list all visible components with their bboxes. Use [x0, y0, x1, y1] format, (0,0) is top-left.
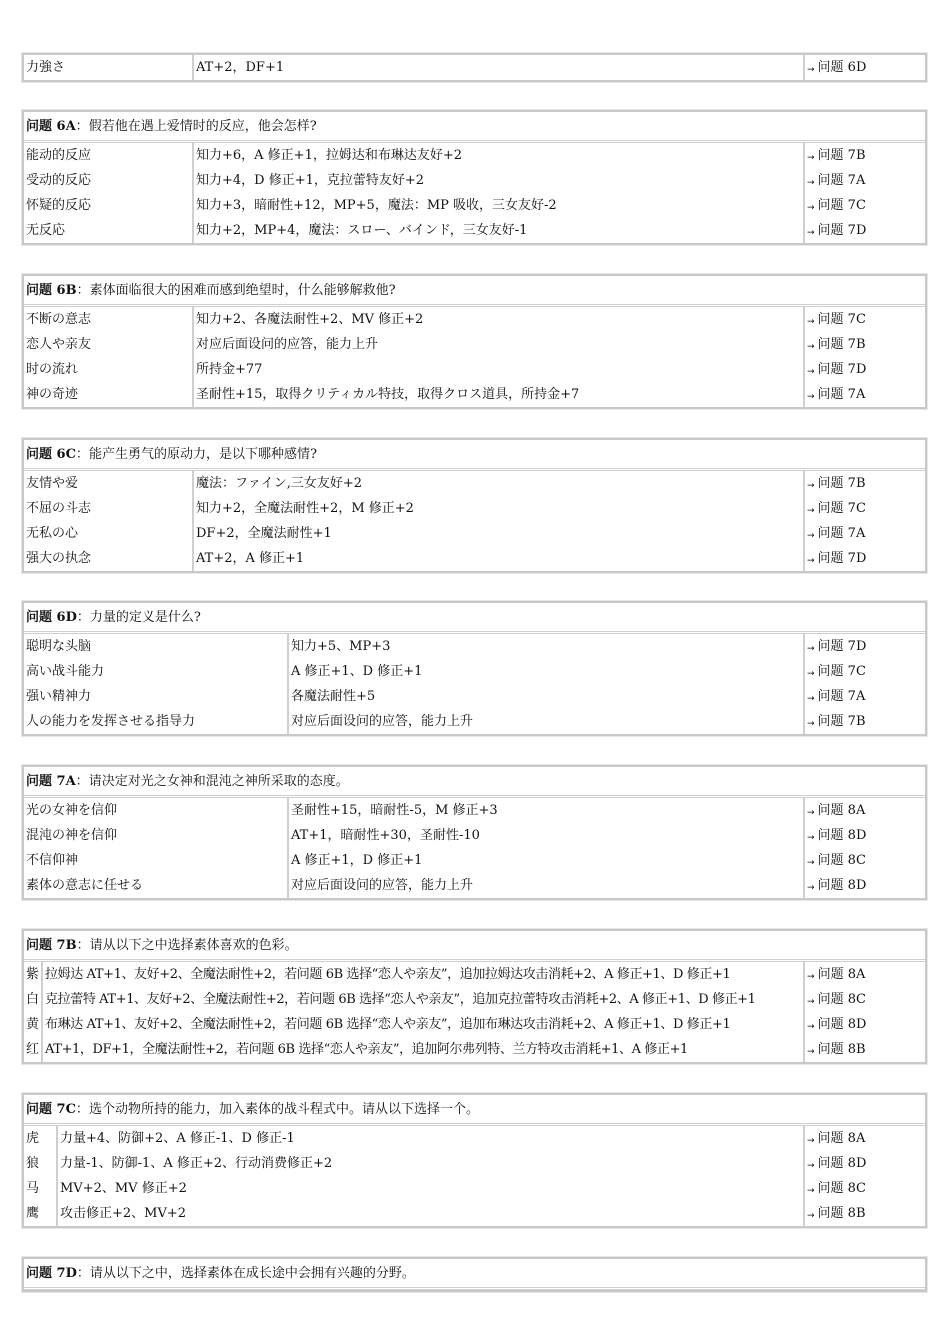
arrow-right-icon: → [807, 857, 815, 868]
next-question-cell: → 问题 8A [807, 1130, 866, 1146]
effect-cell: 攻击修正+2、MV+2 [57, 1201, 804, 1226]
next-question-cell: → 问题 8D [807, 1155, 867, 1171]
arrow-right-icon: → [807, 177, 815, 188]
choice-cell: 时の流れ [24, 357, 193, 382]
next-question-cell: → 问题 8A [807, 802, 866, 818]
effect-cell: 圣耐性+15，取得クリティカル特技，取得クロス道具，所持金+7 [193, 382, 804, 407]
effect-cell: AT+2，DF+1 [193, 55, 804, 80]
effect-cell: 拉姆达 AT+1、友好+2、全魔法耐性+2，若问题 6B 选择“恋人や亲友”，追加拉姆达攻击消耗+2、A 修正+1、D 修正+1 [42, 961, 804, 988]
effect-cell: 克拉蕾特 AT+1、友好+2、全魔法耐性+2，若问题 6B 选择“恋人や亲友”，追加克拉蕾特攻击消耗+2、A 修正+1、D 修正+1 [42, 987, 804, 1012]
table-row [24, 1151, 925, 1176]
effect-cell: 对应后面设问的应答，能力上升 [288, 709, 804, 734]
question-label: 问题 7A [26, 773, 76, 789]
effect-cell: 对应后面设问的应答，能力上升 [288, 873, 804, 898]
table-row [24, 470, 925, 497]
table-row [24, 1201, 925, 1226]
next-question-cell: → 问题 8D [807, 1016, 867, 1032]
effect-cell: DF+2，全魔法耐性+1 [193, 521, 804, 546]
choice-cell: 无私の心 [24, 521, 193, 546]
next-question-cell: → 问题 8B [807, 1041, 866, 1057]
table-row [24, 496, 925, 521]
table-row [24, 823, 925, 848]
table-row [24, 357, 925, 382]
table-row [24, 218, 925, 243]
arrow-right-icon: → [807, 480, 815, 491]
question-section [22, 929, 927, 1064]
question-section [22, 765, 927, 900]
question-header [24, 440, 925, 470]
choice-cell: 素体の意志に任せる [24, 873, 288, 898]
top-fragment-table [22, 53, 927, 82]
choice-cell: 怀疑的反応 [24, 193, 193, 218]
question-section [22, 438, 927, 573]
table-row [24, 709, 925, 734]
arrow-right-icon: → [807, 668, 815, 679]
next-question-cell: → 问题 8D [807, 877, 867, 893]
question-colon: ： [75, 446, 89, 462]
question-colon: ： [75, 773, 89, 789]
effect-cell: AT+1，DF+1，全魔法耐性+2，若问题 6B 选择“恋人や亲友”，追加阿尔弗列特、兰方特攻击消耗+1、A 修正+1 [42, 1037, 804, 1062]
choice-cell: 受动的反応 [24, 168, 193, 193]
choice-cell: 人の能力を发挥させる指导力 [24, 709, 288, 734]
next-question-cell: → 问题 7D [807, 638, 867, 654]
arrow-right-icon: → [807, 391, 815, 402]
choice-cell: 无反応 [24, 218, 193, 243]
question-text: 请从以下之中，选择素体在成长途中会拥有兴趣的分野。 [89, 1265, 415, 1281]
question-header [24, 276, 925, 306]
question-text: 素体面临很大的困难而感到绝望时，什么能够解救他? [89, 282, 396, 298]
effect-cell: AT+1，暗耐性+30，圣耐性-10 [288, 823, 804, 848]
choice-cell: 狼 [24, 1151, 57, 1176]
choice-cell: 不断の意志 [24, 306, 193, 333]
arrow-right-icon: → [807, 807, 815, 818]
choice-cell: 不信仰神 [24, 848, 288, 873]
arrow-right-icon: → [807, 1046, 815, 1057]
question-text: 请从以下之中选择素体喜欢的色彩。 [89, 937, 298, 953]
table-row [24, 684, 925, 709]
question-header [24, 931, 925, 961]
arrow-right-icon: → [807, 316, 815, 327]
arrow-right-icon: → [807, 996, 815, 1007]
next-question-cell: → 问题 7C [807, 500, 866, 516]
next-question-cell: → 问题 7A [807, 172, 866, 188]
choice-cell: 马 [24, 1176, 57, 1201]
arrow-right-icon: → [807, 1160, 815, 1171]
question-label: 问题 6D [26, 609, 77, 625]
choice-cell: 混沌の神を信仰 [24, 823, 288, 848]
arrow-right-icon: → [807, 643, 815, 654]
arrow-right-icon: → [807, 1210, 815, 1221]
table-row [24, 961, 925, 988]
table-row [24, 546, 925, 571]
table-row [24, 55, 925, 80]
table-row [24, 659, 925, 684]
arrow-right-icon: → [807, 530, 815, 541]
question-section [22, 1093, 927, 1228]
arrow-right-icon: → [807, 1185, 815, 1196]
choice-cell: 虎 [24, 1125, 57, 1152]
effect-cell: 力量-1、防御-1、A 修正+2、行动消费修正+2 [57, 1151, 804, 1176]
next-question-cell: → 问题 7A [807, 386, 866, 402]
choice-cell: 强大の执念 [24, 546, 193, 571]
next-question-cell: → 问题 7C [807, 663, 866, 679]
table-row [24, 168, 925, 193]
choice-cell: 聪明な头脑 [24, 633, 288, 660]
effect-cell: 各魔法耐性+5 [288, 684, 804, 709]
table-row [24, 1125, 925, 1152]
question-header [24, 1095, 925, 1125]
question-section [22, 1257, 927, 1292]
arrow-right-icon: → [807, 505, 815, 516]
arrow-right-icon: → [807, 882, 815, 893]
choice-cell: 神の奇迹 [24, 382, 193, 407]
next-question-cell: → 问题 7B [807, 475, 866, 491]
effect-cell: 知力+3，暗耐性+12，MP+5，魔法：MP 吸收，三女友好-2 [193, 193, 804, 218]
table-row [24, 306, 925, 333]
effect-cell: AT+2，A 修正+1 [193, 546, 804, 571]
table-row [24, 797, 925, 824]
question-header [24, 112, 925, 142]
question-text: 能产生勇气的原动力，是以下哪种感情? [88, 446, 317, 462]
question-header [24, 767, 925, 797]
choice-cell: 红 [24, 1037, 42, 1062]
next-question-cell: → 问题 8A [807, 966, 866, 982]
next-question-cell: → 问题 7B [807, 147, 866, 163]
table-row [24, 1037, 925, 1062]
question-label: 问题 7C [26, 1101, 76, 1117]
effect-cell: 力量+4、防御+2、A 修正-1、D 修正-1 [57, 1125, 804, 1152]
question-colon: ： [76, 1265, 90, 1281]
arrow-right-icon: → [807, 227, 815, 238]
next-question-cell: → 问题 6D [807, 59, 867, 75]
table-row [24, 873, 925, 898]
arrow-right-icon: → [807, 152, 815, 163]
choice-cell: 强い精神力 [24, 684, 288, 709]
choice-cell: 白 [24, 987, 42, 1012]
effect-cell: A 修正+1、D 修正+1 [288, 659, 804, 684]
next-question-cell: → 问题 8B [807, 1205, 866, 1221]
next-question-cell: → 问题 7C [807, 311, 866, 327]
question-section [22, 601, 927, 736]
choice-cell: 高い战斗能力 [24, 659, 288, 684]
question-label: 问题 6A [26, 118, 76, 134]
choice-cell: 能动的反应 [24, 142, 193, 169]
table-row [24, 142, 925, 169]
choice-cell: 光の女神を信仰 [24, 797, 288, 824]
effect-cell: 知力+2，全魔法耐性+2，M 修正+2 [193, 496, 804, 521]
choice-cell: 鹰 [24, 1201, 57, 1226]
arrow-right-icon: → [807, 718, 815, 729]
effect-cell: 知力+2、各魔法耐性+2、MV 修正+2 [193, 306, 804, 333]
question-label: 问题 7D [26, 1265, 77, 1281]
effect-cell: 知力+4，D 修正+1，克拉蕾特友好+2 [193, 168, 804, 193]
question-section [22, 274, 927, 409]
next-question-cell: → 问题 8C [807, 991, 866, 1007]
next-question-cell: → 问题 7D [807, 222, 867, 238]
arrow-right-icon: → [807, 555, 815, 566]
arrow-right-icon: → [807, 1135, 815, 1146]
next-question-cell: → 问题 7D [807, 550, 867, 566]
next-question-cell: → 问题 8D [807, 827, 867, 843]
effect-cell: 圣耐性+15，暗耐性-5，M 修正+3 [288, 797, 804, 824]
choice-cell: 黄 [24, 1012, 42, 1037]
arrow-right-icon: → [807, 693, 815, 704]
question-colon: ： [75, 1101, 89, 1117]
question-text: 假若他在遇上爱情时的反应，他会怎样? [88, 118, 317, 134]
question-label: 问题 6C [26, 446, 76, 462]
arrow-right-icon: → [807, 971, 815, 982]
effect-cell: 魔法：ファイン,三女友好+2 [193, 470, 804, 497]
table-row [24, 1012, 925, 1037]
question-colon: ： [76, 937, 90, 953]
next-question-cell: → 问题 7A [807, 688, 866, 704]
question-section [22, 110, 927, 245]
question-header [24, 603, 925, 633]
effect-cell: 对应后面设问的应答，能力上升 [193, 332, 804, 357]
effect-cell: 布琳达 AT+1、友好+2、全魔法耐性+2，若问题 6B 选择“恋人や亲友”，追加布琳达攻击消耗+2、A 修正+1、D 修正+1 [42, 1012, 804, 1037]
table-row [24, 332, 925, 357]
table-row [24, 382, 925, 407]
question-colon: ： [76, 609, 90, 625]
next-question-cell: → 问题 7B [807, 336, 866, 352]
arrow-right-icon: → [807, 341, 815, 352]
table-row [24, 987, 925, 1012]
choice-cell: 不屈の斗志 [24, 496, 193, 521]
choice-cell: 紫 [24, 961, 42, 988]
table-row [24, 1176, 925, 1201]
effect-cell: 知力+6，A 修正+1，拉姆达和布琳达友好+2 [193, 142, 804, 169]
question-colon: ： [76, 282, 90, 298]
next-question-cell: → 问题 7A [807, 525, 866, 541]
table-row [24, 521, 925, 546]
choice-cell: 恋人や亲友 [24, 332, 193, 357]
next-question-cell: → 问题 8C [807, 852, 866, 868]
table-row [24, 633, 925, 660]
next-question-cell: → 问题 8C [807, 1180, 866, 1196]
arrow-right-icon: → [807, 832, 815, 843]
question-label: 问题 7B [26, 937, 77, 953]
next-question-cell: → 问题 7D [807, 361, 867, 377]
table-row [24, 193, 925, 218]
question-text: 选个动物所持的能力，加入素体的战斗程式中。请从以下选择一个。 [88, 1101, 479, 1117]
next-question-cell: → 问题 7C [807, 197, 866, 213]
effect-cell: A 修正+1，D 修正+1 [288, 848, 804, 873]
next-question-cell: → 问题 7B [807, 713, 866, 729]
question-text: 请决定对光之女神和混沌之神所采取的态度。 [88, 773, 349, 789]
question-label: 问题 6B [26, 282, 77, 298]
arrow-right-icon: → [807, 64, 815, 75]
arrow-right-icon: → [807, 202, 815, 213]
question-colon: ： [75, 118, 89, 134]
arrow-right-icon: → [807, 1021, 815, 1032]
table-row [24, 848, 925, 873]
effect-cell: MV+2、MV 修正+2 [57, 1176, 804, 1201]
effect-cell: 知力+5、MP+3 [288, 633, 804, 660]
arrow-right-icon: → [807, 366, 815, 377]
choice-cell: 友情や爱 [24, 470, 193, 497]
effect-cell: 知力+2，MP+4，魔法：スロー、バインド，三女友好-1 [193, 218, 804, 243]
question-header [24, 1259, 925, 1289]
choice-cell: 力強さ [24, 55, 193, 80]
effect-cell: 所持金+77 [193, 357, 804, 382]
question-text: 力量的定义是什么? [89, 609, 201, 625]
